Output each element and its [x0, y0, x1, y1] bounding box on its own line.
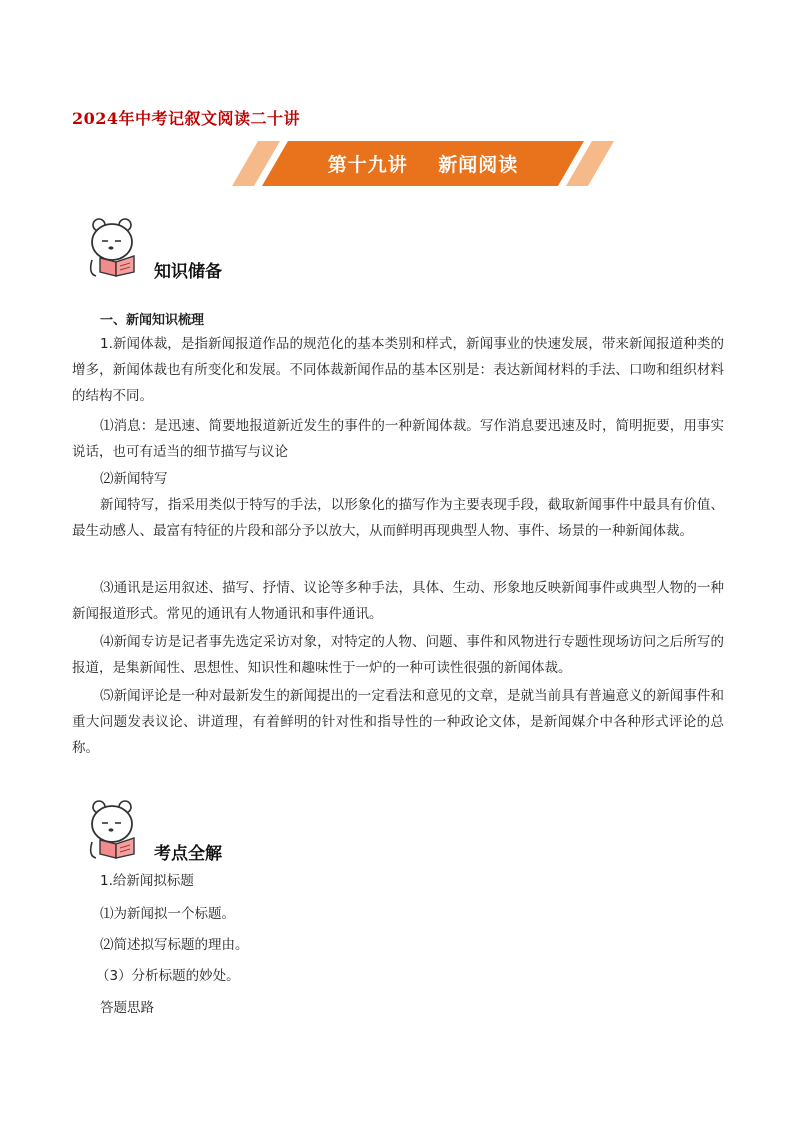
lesson-title: 第十九讲 新闻阅读: [327, 154, 519, 176]
section-heading-exam: 考点全解: [154, 844, 222, 864]
paragraph-news-communication: ⑶通讯是运用叙述、描写、抒情、议论等多种手法，具体、生动、形象地反映新闻事件或典型人物的一种新闻报道形式。常见的通讯有人物通讯和事件通讯。: [72, 580, 724, 622]
paragraph-news-interview: ⑷新闻专访是记者事先选定采访对象，对特定的人物、问题、事件和风物进行专题性现场访问之后所写的报道，是集新闻性、思想性、知识性和趣味性于一炉的一种可读性很强的新闻体裁。: [72, 634, 724, 676]
paragraph-news-commentary: ⑸新闻评论是一种对最新发生的新闻提出的一定看法和意见的文章，是就当前具有普遍意义的新闻事件和重大问题发表议论、讲道理，有着鲜明的针对性和指导性的一种政论文体，是新闻媒介中各种形式评论的总称。: [72, 688, 724, 756]
exam-line: 1.给新闻拟标题: [100, 873, 194, 889]
exam-line: ⑵简述拟写标题的理由。: [100, 937, 249, 953]
series-title: 2024年中考记叙文阅读二十讲: [72, 109, 301, 128]
paragraph-news-genre: 1.新闻体裁，是指新闻报道作品的规范化的基本类别和样式，新闻事业的快速发展，带来新闻报道种类的增多，新闻体裁也有所变化和发展。不同体裁新闻作品的基本区别是：表达新闻材料的手法、口吻和组织材料的结构不同。: [72, 336, 724, 404]
section-heading-knowledge: 知识储备: [154, 262, 222, 282]
exam-line: 答题思路: [100, 1000, 154, 1016]
exam-line: ⑴为新闻拟一个标题。: [100, 906, 235, 922]
paragraph-feature-title: ⑵新闻特写: [100, 471, 168, 487]
bear-reading-book-icon: [84, 798, 146, 860]
subheading-news-knowledge: 一、新闻知识梳理: [100, 313, 205, 328]
bear-reading-book-icon: [84, 216, 146, 278]
paragraph-news-report: ⑴消息：是迅速、简要地报道新近发生的事件的一种新闻体裁。写作消息要迅速及时，简明扼要，用事实说话，也可有适当的细节描写与议论: [72, 418, 724, 460]
exam-line: （3）分析标题的妙处。: [96, 968, 240, 984]
paragraph-news-feature: 新闻特写，指采用类似于特写的手法，以形象化的描写作为主要表现手段，截取新闻事件中最具有价值、最生动感人、最富有特征的片段和部分予以放大，从而鲜明再现典型人物、事件、场景的一种新闻体裁。: [72, 497, 724, 539]
